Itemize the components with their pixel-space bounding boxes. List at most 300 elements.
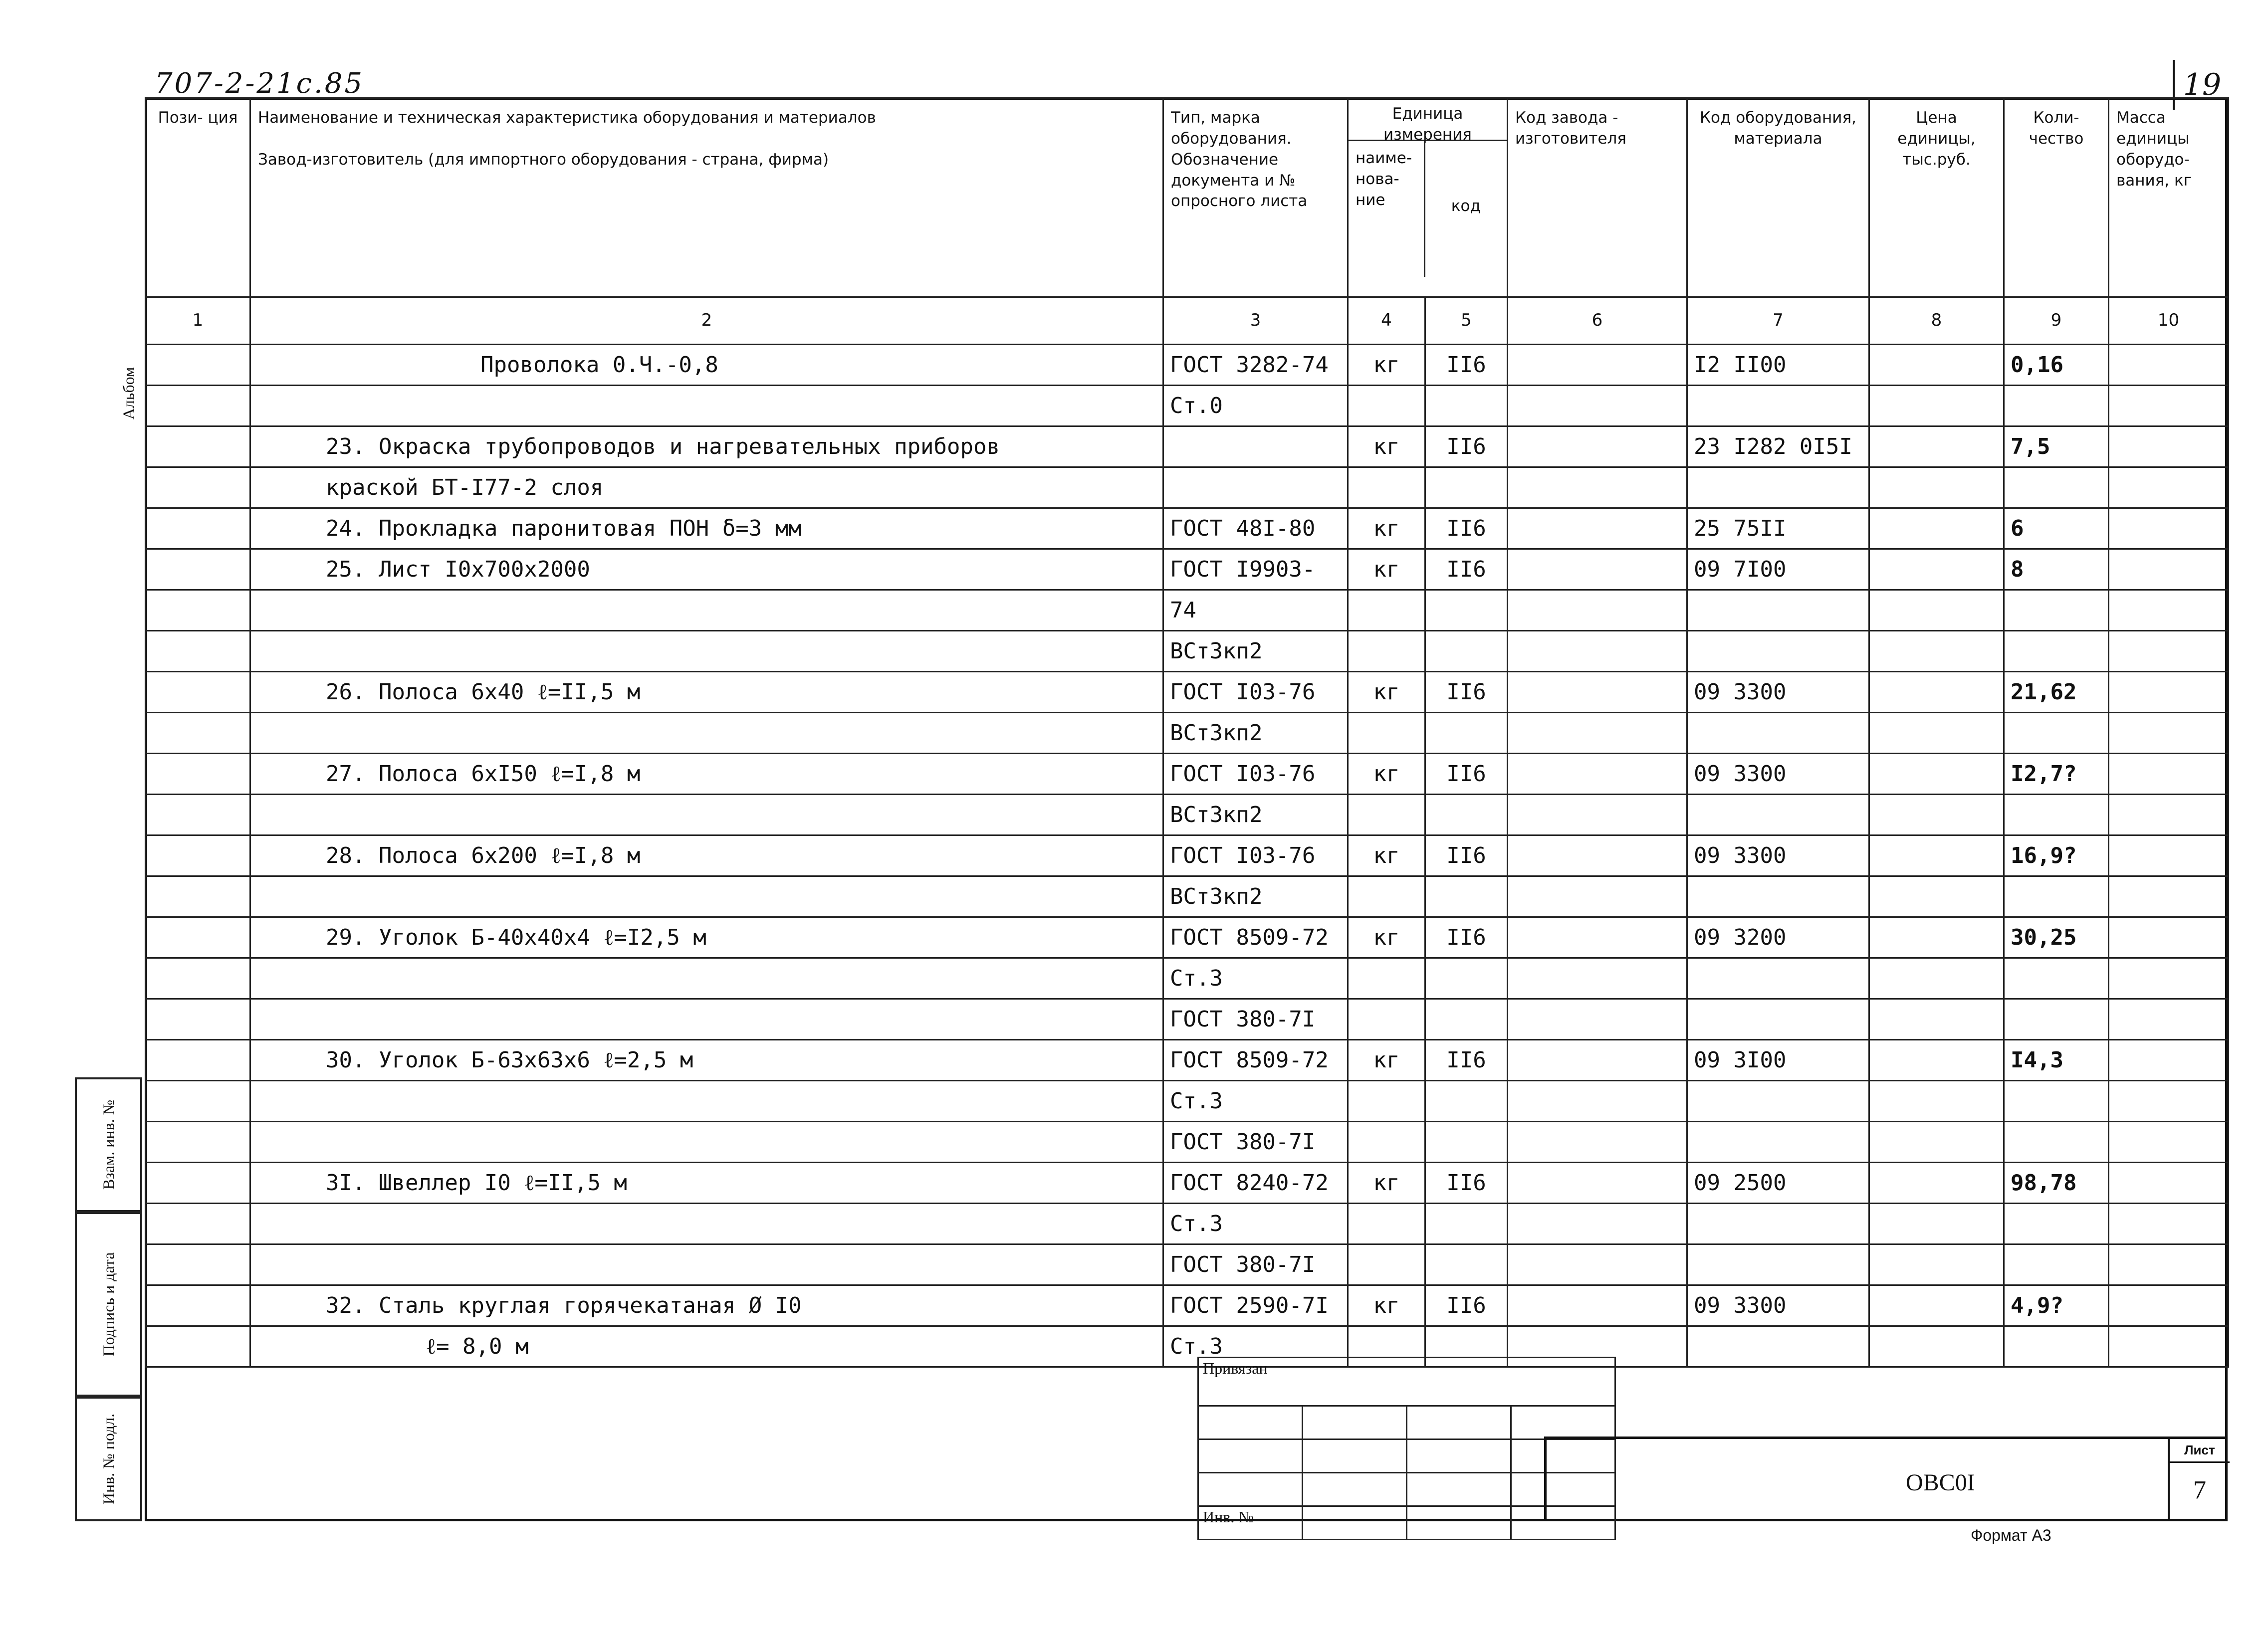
mass-cell — [2109, 590, 2229, 631]
unit-cell: кг — [1348, 549, 1425, 590]
unit-code-cell — [1425, 1122, 1508, 1163]
material-code-cell: 09 3I00 — [1687, 1040, 1869, 1081]
plant-code-cell — [1508, 754, 1687, 795]
title-block-sheet — [2168, 1439, 2230, 1521]
table-row — [146, 795, 2229, 835]
plant-code-cell — [1508, 713, 1687, 754]
unit-code-cell: II6 — [1425, 426, 1508, 467]
unit-code-cell — [1425, 958, 1508, 999]
table-row — [146, 1081, 2229, 1122]
quantity-cell: I2,7? — [2004, 754, 2109, 795]
type-cell: Ст.3 — [1163, 1204, 1348, 1244]
mass-cell — [2109, 999, 2229, 1040]
album-label: Альбом — [119, 367, 138, 420]
name-cell — [250, 631, 1163, 672]
quantity-cell: I4,3 — [2004, 1040, 2109, 1081]
table-row — [146, 1040, 2229, 1081]
table-row — [146, 1122, 2229, 1163]
table-row — [146, 426, 2229, 467]
type-cell: ГОСТ I03-76 — [1163, 835, 1348, 876]
unit-cell: кг — [1348, 754, 1425, 795]
price-cell — [1869, 1081, 2004, 1122]
quantity-cell — [2004, 1204, 2109, 1244]
position-cell — [146, 631, 250, 672]
name-cell: 24. Прокладка паронитовая ПОН δ=3 мм — [250, 508, 1163, 549]
quantity-cell — [2004, 876, 2109, 917]
position-cell — [146, 1244, 250, 1285]
unit-cell: кг — [1348, 508, 1425, 549]
material-code-cell — [1687, 958, 1869, 999]
material-code-cell — [1687, 999, 1869, 1040]
position-cell — [146, 1081, 250, 1122]
mass-cell — [2109, 508, 2229, 549]
price-cell — [1869, 754, 2004, 795]
quantity-cell: 30,25 — [2004, 917, 2109, 958]
table-row — [146, 672, 2229, 713]
material-code-cell — [1687, 1081, 1869, 1122]
mass-cell — [2109, 1204, 2229, 1244]
material-code-cell: I2 II00 — [1687, 345, 1869, 386]
name-cell: Проволока 0.Ч.-0,8 — [250, 345, 1163, 386]
table-row — [146, 835, 2229, 876]
type-cell: Ст.3 — [1163, 958, 1348, 999]
unit-cell: кг — [1348, 1285, 1425, 1326]
name-cell — [250, 1244, 1163, 1285]
table-row — [146, 386, 2229, 426]
table-row — [146, 999, 2229, 1040]
plant-code-cell — [1508, 1122, 1687, 1163]
type-cell — [1163, 467, 1348, 508]
mass-cell — [2109, 1163, 2229, 1204]
price-cell — [1869, 1163, 2004, 1204]
stamp-inventory-label: Инв. № — [1198, 1506, 1303, 1540]
type-cell: ВСт3кп2 — [1163, 713, 1348, 754]
plant-code-cell — [1508, 917, 1687, 958]
column-number: 1 — [146, 297, 250, 345]
format-label: Формат А3 — [1971, 1526, 2051, 1544]
unit-cell — [1348, 386, 1425, 426]
quantity-cell — [2004, 1244, 2109, 1285]
type-cell: ГОСТ 48I-80 — [1163, 508, 1348, 549]
position-cell — [146, 1163, 250, 1204]
material-code-cell — [1687, 1204, 1869, 1244]
name-cell — [250, 590, 1163, 631]
material-code-cell: 09 3300 — [1687, 672, 1869, 713]
type-cell: Ст.0 — [1163, 386, 1348, 426]
material-code-cell: 09 3300 — [1687, 1285, 1869, 1326]
unit-code-cell: II6 — [1425, 549, 1508, 590]
header-unit-name: наиме- нова- ние — [1349, 141, 1425, 277]
unit-code-cell: II6 — [1425, 672, 1508, 713]
unit-code-cell — [1425, 999, 1508, 1040]
table-row — [146, 958, 2229, 999]
unit-cell: кг — [1348, 426, 1425, 467]
plant-code-cell — [1508, 426, 1687, 467]
type-cell: Ст.3 — [1163, 1081, 1348, 1122]
position-cell — [146, 999, 250, 1040]
quantity-cell: 8 — [2004, 549, 2109, 590]
unit-code-cell — [1425, 1081, 1508, 1122]
position-cell — [146, 345, 250, 386]
mass-cell — [2109, 1285, 2229, 1326]
price-cell — [1869, 713, 2004, 754]
column-number: 4 — [1348, 297, 1425, 345]
plant-code-cell — [1508, 1204, 1687, 1244]
plant-code-cell — [1508, 1285, 1687, 1326]
quantity-cell — [2004, 1326, 2109, 1367]
table-row — [146, 754, 2229, 795]
name-cell — [250, 1081, 1163, 1122]
table-row — [146, 549, 2229, 590]
quantity-cell: 0,16 — [2004, 345, 2109, 386]
material-code-cell — [1687, 631, 1869, 672]
plant-code-cell — [1508, 795, 1687, 835]
type-cell: 74 — [1163, 590, 1348, 631]
sheet-label: Лист — [2170, 1439, 2230, 1463]
column-number-row — [146, 297, 2229, 345]
table-row — [146, 917, 2229, 958]
mass-cell — [2109, 672, 2229, 713]
material-code-cell — [1687, 713, 1869, 754]
price-cell — [1869, 590, 2004, 631]
material-code-cell: 25 75II — [1687, 508, 1869, 549]
name-cell — [250, 386, 1163, 426]
quantity-cell — [2004, 467, 2109, 508]
name-cell — [250, 713, 1163, 754]
mass-cell — [2109, 958, 2229, 999]
name-cell: 28. Полоса 6х200 ℓ=I,8 м — [250, 835, 1163, 876]
position-cell — [146, 917, 250, 958]
header-quantity: Коли- чество — [2004, 98, 2109, 297]
name-cell — [250, 1122, 1163, 1163]
price-cell — [1869, 1326, 2004, 1367]
material-code-cell — [1687, 467, 1869, 508]
column-number: 9 — [2004, 297, 2109, 345]
position-cell — [146, 1122, 250, 1163]
unit-code-cell: II6 — [1425, 1040, 1508, 1081]
quantity-cell — [2004, 631, 2109, 672]
table-row — [146, 1285, 2229, 1326]
mass-cell — [2109, 917, 2229, 958]
name-cell: 25. Лист I0х700х2000 — [250, 549, 1163, 590]
unit-code-cell — [1425, 1244, 1508, 1285]
plant-code-cell — [1508, 1163, 1687, 1204]
unit-code-cell — [1425, 590, 1508, 631]
title-block — [1544, 1437, 2228, 1521]
unit-cell: кг — [1348, 345, 1425, 386]
quantity-cell — [2004, 590, 2109, 631]
plant-code-cell — [1508, 549, 1687, 590]
material-code-cell — [1687, 1326, 1869, 1367]
name-cell: краской БТ-I77-2 слоя — [250, 467, 1163, 508]
unit-code-cell: II6 — [1425, 917, 1508, 958]
table-row — [146, 876, 2229, 917]
name-cell — [250, 958, 1163, 999]
unit-cell: кг — [1348, 672, 1425, 713]
unit-code-cell — [1425, 631, 1508, 672]
type-cell: ГОСТ 2590-7I — [1163, 1285, 1348, 1326]
mass-cell — [2109, 1122, 2229, 1163]
table-row — [146, 590, 2229, 631]
quantity-cell: 7,5 — [2004, 426, 2109, 467]
table-row — [146, 1244, 2229, 1285]
table-row — [146, 1204, 2229, 1244]
position-cell — [146, 958, 250, 999]
material-code-cell: 09 2500 — [1687, 1163, 1869, 1204]
header-material-code: Код оборудования, материала — [1687, 98, 1869, 297]
mass-cell — [2109, 1040, 2229, 1081]
quantity-cell: 4,9? — [2004, 1285, 2109, 1326]
position-cell — [146, 713, 250, 754]
price-cell — [1869, 386, 2004, 426]
unit-cell — [1348, 1122, 1425, 1163]
header-price: Цена единицы, тыс.руб. — [1869, 98, 2004, 297]
unit-cell — [1348, 1204, 1425, 1244]
type-cell: Ст.3 — [1163, 1326, 1348, 1367]
sheet-value: 7 — [2193, 1476, 2206, 1504]
position-cell — [146, 876, 250, 917]
price-cell — [1869, 917, 2004, 958]
unit-cell — [1348, 590, 1425, 631]
name-cell: 32. Сталь круглая горячекатаная Ø I0 — [250, 1285, 1163, 1326]
unit-group-title: Единица измерения — [1349, 99, 1507, 141]
column-number: 7 — [1687, 297, 1869, 345]
position-cell — [146, 1326, 250, 1367]
position-cell — [146, 1040, 250, 1081]
side-stamp-inventory: Инв. № подл. — [75, 1397, 142, 1521]
unit-cell — [1348, 713, 1425, 754]
plant-code-cell — [1508, 508, 1687, 549]
price-cell — [1869, 1204, 2004, 1244]
unit-cell: кг — [1348, 835, 1425, 876]
table-row — [146, 713, 2229, 754]
unit-cell — [1348, 1244, 1425, 1285]
side-stamp-signature: Подпись и дата — [75, 1212, 142, 1397]
unit-cell — [1348, 1081, 1425, 1122]
header-row — [146, 98, 2229, 297]
unit-code-cell: II6 — [1425, 345, 1508, 386]
name-cell: 26. Полоса 6х40 ℓ=II,5 м — [250, 672, 1163, 713]
table-row — [146, 345, 2229, 386]
price-cell — [1869, 876, 2004, 917]
plant-code-cell — [1508, 631, 1687, 672]
price-cell — [1869, 958, 2004, 999]
unit-cell: кг — [1348, 1040, 1425, 1081]
document-number: 707-2-21с.85 — [155, 67, 365, 100]
type-cell: ГОСТ 380-7I — [1163, 999, 1348, 1040]
price-cell — [1869, 508, 2004, 549]
unit-cell — [1348, 467, 1425, 508]
name-cell — [250, 795, 1163, 835]
name-cell: 23. Окраска трубопроводов и нагревательных приборов — [250, 426, 1163, 467]
unit-code-cell: II6 — [1425, 1285, 1508, 1326]
specification-table — [145, 97, 2229, 1368]
plant-code-cell — [1508, 1244, 1687, 1285]
column-number: 6 — [1508, 297, 1687, 345]
plant-code-cell — [1508, 590, 1687, 631]
unit-cell: кг — [1348, 917, 1425, 958]
table-row — [146, 467, 2229, 508]
header-plant-code: Код завода - изготовителя — [1508, 98, 1687, 297]
plant-code-cell — [1508, 1081, 1687, 1122]
quantity-cell: 16,9? — [2004, 835, 2109, 876]
type-cell: ГОСТ 3282-74 — [1163, 345, 1348, 386]
mass-cell — [2109, 1244, 2229, 1285]
type-cell: ВСт3кп2 — [1163, 876, 1348, 917]
type-cell: ГОСТ I03-76 — [1163, 672, 1348, 713]
price-cell — [1869, 345, 2004, 386]
table-row — [146, 631, 2229, 672]
quantity-cell — [2004, 1081, 2109, 1122]
mass-cell — [2109, 713, 2229, 754]
position-cell — [146, 1204, 250, 1244]
type-cell — [1163, 426, 1348, 467]
unit-code-cell — [1425, 467, 1508, 508]
mass-cell — [2109, 835, 2229, 876]
name-cell: 29. Уголок Б-40х40х4 ℓ=I2,5 м — [250, 917, 1163, 958]
price-cell — [1869, 795, 2004, 835]
column-number: 2 — [250, 297, 1163, 345]
type-cell: ГОСТ I03-76 — [1163, 754, 1348, 795]
plant-code-cell — [1508, 672, 1687, 713]
price-cell — [1869, 835, 2004, 876]
mass-cell — [2109, 386, 2229, 426]
quantity-cell: 6 — [2004, 508, 2109, 549]
table-row — [146, 1163, 2229, 1204]
price-cell — [1869, 1244, 2004, 1285]
header-position: Пози- ция — [146, 98, 250, 297]
mass-cell — [2109, 345, 2229, 386]
position-cell — [146, 508, 250, 549]
type-cell: ГОСТ 8240-72 — [1163, 1163, 1348, 1204]
price-cell — [1869, 549, 2004, 590]
unit-cell: кг — [1348, 1163, 1425, 1204]
price-cell — [1869, 1040, 2004, 1081]
quantity-cell — [2004, 999, 2109, 1040]
plant-code-cell — [1508, 835, 1687, 876]
material-code-cell — [1687, 590, 1869, 631]
position-cell — [146, 754, 250, 795]
unit-code-cell — [1425, 876, 1508, 917]
unit-cell — [1348, 876, 1425, 917]
plant-code-cell — [1508, 1040, 1687, 1081]
mass-cell — [2109, 467, 2229, 508]
position-cell — [146, 426, 250, 467]
unit-code-cell — [1425, 1204, 1508, 1244]
plant-code-cell — [1508, 345, 1687, 386]
material-code-cell — [1687, 1244, 1869, 1285]
unit-code-cell — [1425, 795, 1508, 835]
material-code-cell: 23 I282 0I5I — [1687, 426, 1869, 467]
mass-cell — [2109, 1326, 2229, 1367]
quantity-cell: 21,62 — [2004, 672, 2109, 713]
title-block-code: ОВС0I — [1906, 1469, 1975, 1496]
unit-code-cell: II6 — [1425, 754, 1508, 795]
side-stamp-replace: Взам. инв. № — [75, 1077, 142, 1212]
unit-code-cell — [1425, 386, 1508, 426]
position-cell — [146, 1285, 250, 1326]
plant-code-cell — [1508, 386, 1687, 426]
price-cell — [1869, 631, 2004, 672]
price-cell — [1869, 426, 2004, 467]
column-number: 10 — [2109, 297, 2229, 345]
material-code-cell — [1687, 795, 1869, 835]
position-cell — [146, 835, 250, 876]
quantity-cell — [2004, 958, 2109, 999]
mass-cell — [2109, 1081, 2229, 1122]
sheet-number-top: 19 — [2173, 60, 2230, 110]
header-unit-code: код — [1451, 197, 1481, 215]
unit-cell — [1348, 958, 1425, 999]
stamp-bound-label: Привязан — [1198, 1358, 1615, 1406]
mass-cell — [2109, 631, 2229, 672]
plant-code-cell — [1508, 999, 1687, 1040]
position-cell — [146, 386, 250, 426]
material-code-cell — [1687, 1122, 1869, 1163]
unit-cell — [1348, 999, 1425, 1040]
material-code-cell — [1687, 386, 1869, 426]
header-type: Тип, марка оборудования. Обозначение документа и № опросного листа — [1163, 98, 1348, 297]
material-code-cell: 09 3200 — [1687, 917, 1869, 958]
plant-code-cell — [1508, 958, 1687, 999]
type-cell: ВСт3кп2 — [1163, 631, 1348, 672]
plant-code-cell — [1508, 876, 1687, 917]
type-cell: ГОСТ I9903- — [1163, 549, 1348, 590]
plant-code-cell — [1508, 467, 1687, 508]
name-cell: 30. Уголок Б-63х63х6 ℓ=2,5 м — [250, 1040, 1163, 1081]
price-cell — [1869, 1285, 2004, 1326]
mass-cell — [2109, 795, 2229, 835]
unit-code-cell: II6 — [1425, 1163, 1508, 1204]
name-cell — [250, 1204, 1163, 1244]
price-cell — [1869, 1122, 2004, 1163]
position-cell — [146, 672, 250, 713]
table-row — [146, 508, 2229, 549]
type-cell: ВСт3кп2 — [1163, 795, 1348, 835]
unit-code-cell: II6 — [1425, 835, 1508, 876]
material-code-cell: 09 7I00 — [1687, 549, 1869, 590]
mass-cell — [2109, 754, 2229, 795]
name-cell: ℓ= 8,0 м — [250, 1326, 1163, 1367]
unit-cell — [1348, 795, 1425, 835]
header-unit-group — [1348, 98, 1508, 297]
unit-code-cell — [1425, 713, 1508, 754]
mass-cell — [2109, 426, 2229, 467]
material-code-cell — [1687, 876, 1869, 917]
type-cell: ГОСТ 380-7I — [1163, 1122, 1348, 1163]
position-cell — [146, 795, 250, 835]
material-code-cell: 09 3300 — [1687, 835, 1869, 876]
material-code-cell: 09 3300 — [1687, 754, 1869, 795]
mass-cell — [2109, 876, 2229, 917]
quantity-cell — [2004, 1122, 2109, 1163]
name-cell: 27. Полоса 6хI50 ℓ=I,8 м — [250, 754, 1163, 795]
price-cell — [1869, 672, 2004, 713]
unit-cell — [1348, 631, 1425, 672]
header-mass: Масса единицы оборудо-вания, кг — [2109, 98, 2229, 297]
position-cell — [146, 590, 250, 631]
quantity-cell: 98,78 — [2004, 1163, 2109, 1204]
price-cell — [1869, 999, 2004, 1040]
mass-cell — [2109, 549, 2229, 590]
name-cell: 3I. Швеллер I0 ℓ=II,5 м — [250, 1163, 1163, 1204]
column-number: 3 — [1163, 297, 1348, 345]
price-cell — [1869, 467, 2004, 508]
header-name: Наименование и техническая характеристика оборудования и материалов Завод-изготовитель (для импортного оборудования - страна, фирма) — [250, 98, 1163, 297]
quantity-cell — [2004, 795, 2109, 835]
name-cell — [250, 876, 1163, 917]
position-cell — [146, 467, 250, 508]
